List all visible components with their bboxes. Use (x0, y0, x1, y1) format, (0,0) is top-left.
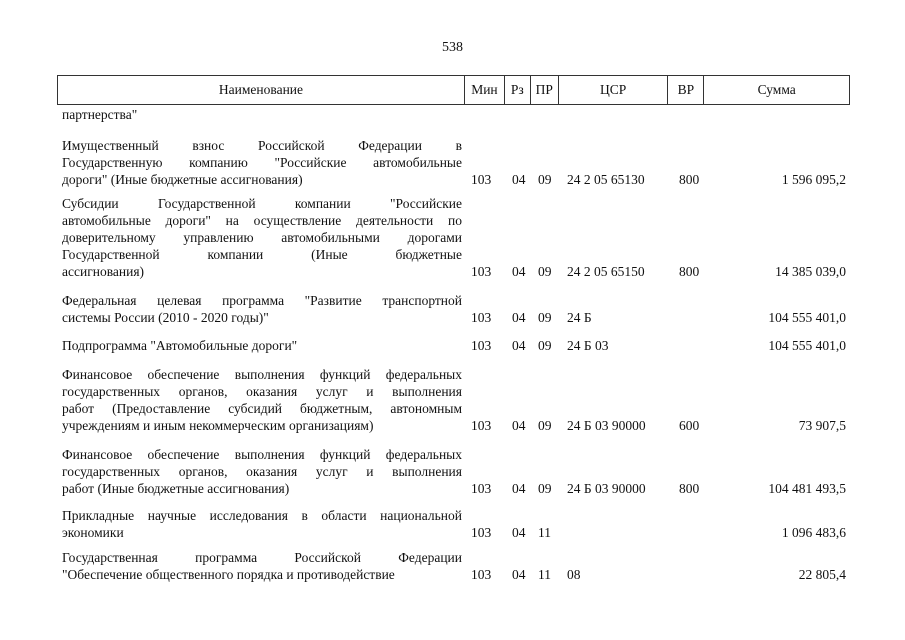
cell-rz: 04 (512, 567, 526, 582)
row-values (57, 417, 850, 434)
cell-rz: 04 (512, 418, 526, 433)
row-name-line: партнерства" (62, 107, 138, 122)
row-name-line: Федеральная целевая программа "Развитие транспортной (62, 293, 462, 308)
cell-min: 103 (471, 525, 492, 540)
header-sum: Сумма (757, 82, 796, 97)
cell-csr: 24 2 05 65130 (567, 172, 645, 187)
row-values (57, 524, 850, 541)
cell-min: 103 (471, 310, 492, 325)
cell-sum: 104 555 401,0 (768, 338, 846, 353)
row-values (57, 171, 850, 188)
cell-rz: 04 (512, 310, 526, 325)
row-name-line: Государственная программа Российской Федерации (62, 550, 462, 565)
row-name-line: Имущественный взнос Российской Федерации в (62, 138, 462, 153)
cell-vr: 800 (679, 172, 700, 187)
cell-rz: 04 (512, 172, 526, 187)
cell-rz: 04 (512, 338, 526, 353)
row-name-line: экономики (62, 525, 124, 540)
cell-vr: 800 (679, 264, 700, 279)
table-row (57, 549, 850, 583)
header-min: Мин (465, 76, 505, 104)
table-row (57, 446, 850, 497)
cell-min: 103 (471, 567, 492, 582)
cell-csr: 24 2 05 65150 (567, 264, 645, 279)
cell-csr: 24 Б 03 90000 (567, 418, 646, 433)
cell-csr: 24 Б 03 (567, 338, 609, 353)
cell-min: 103 (471, 481, 492, 496)
row-name-line: работ (Иные бюджетные ассигнования) (62, 481, 290, 496)
cell-pr: 11 (538, 567, 551, 582)
row-values (57, 263, 850, 280)
table-header (57, 75, 850, 105)
table-row (57, 292, 850, 326)
cell-rz: 04 (512, 481, 526, 496)
row-name-line: Государственную компанию "Российские автомобильные (62, 155, 462, 170)
cell-csr: 24 Б 03 90000 (567, 481, 646, 496)
cell-pr: 09 (538, 481, 552, 496)
cell-pr: 09 (538, 310, 552, 325)
row-name-line: государственных органов, оказания услуг и выполнения (62, 384, 462, 399)
header-vr: ВР (668, 76, 704, 104)
cell-pr: 09 (538, 418, 552, 433)
row-name-line: системы России (2010 - 2020 годы)" (62, 310, 269, 325)
table-row (57, 106, 850, 123)
cell-sum: 1 096 483,6 (781, 525, 846, 540)
row-name-line: Государственной компании (Иные бюджетные (62, 247, 462, 262)
cell-sum: 73 907,5 (798, 418, 846, 433)
table-row (57, 137, 850, 188)
cell-rz: 04 (512, 525, 526, 540)
cell-vr: 800 (679, 481, 700, 496)
cell-min: 103 (471, 264, 492, 279)
table-row (57, 337, 850, 354)
row-name-line: "Обеспечение общественного порядка и противодействие (62, 567, 395, 582)
row-name-line: Подпрограмма "Автомобильные дороги" (62, 338, 298, 353)
cell-sum: 104 481 493,5 (768, 481, 846, 496)
cell-min: 103 (471, 418, 492, 433)
cell-csr: 24 Б (567, 310, 592, 325)
cell-sum: 104 555 401,0 (768, 310, 846, 325)
row-values (57, 566, 850, 583)
cell-pr: 11 (538, 525, 551, 540)
row-name-line: Финансовое обеспечение выполнения функций федеральных (62, 447, 462, 462)
cell-sum: 1 596 095,2 (781, 172, 846, 187)
cell-min: 103 (471, 172, 492, 187)
row-name-line: ассигнования) (62, 264, 145, 279)
cell-pr: 09 (538, 338, 552, 353)
cell-rz: 04 (512, 264, 526, 279)
header-name: Наименование (58, 76, 465, 104)
page-number: 538 (442, 40, 463, 55)
cell-pr: 09 (538, 172, 552, 187)
row-name-line: государственных органов, оказания услуг и выполнения (62, 464, 462, 479)
row-name-line: Субсидии Государственной компании "Российские (62, 196, 462, 211)
header-csr: ЦСР (559, 76, 669, 104)
header-pr: ПР (531, 76, 559, 104)
row-name-line: работ (Предоставление субсидий бюджетным, автономным (62, 401, 462, 416)
table-row (57, 195, 850, 280)
header-rz: Рз (505, 76, 531, 104)
row-values (57, 106, 850, 123)
cell-csr: 08 (567, 567, 581, 582)
row-name-line: дороги" (Иные бюджетные ассигнования) (62, 172, 303, 187)
cell-vr: 600 (679, 418, 700, 433)
row-name-line: доверительному управлению автомобильными дорогами (62, 230, 462, 245)
row-name-line: учреждениям и иным некоммерческим организациям) (62, 418, 374, 433)
row-name-line: автомобильные дороги" на осуществление деятельности по (62, 213, 462, 228)
table-row (57, 507, 850, 541)
table-row (57, 366, 850, 434)
row-values (57, 337, 850, 354)
cell-sum: 14 385 039,0 (775, 264, 846, 279)
row-values (57, 480, 850, 497)
row-name-line: Прикладные научные исследования в области национальной (62, 508, 462, 523)
row-name-line: Финансовое обеспечение выполнения функций федеральных (62, 367, 462, 382)
row-values (57, 309, 850, 326)
cell-pr: 09 (538, 264, 552, 279)
cell-sum: 22 805,4 (798, 567, 846, 582)
cell-min: 103 (471, 338, 492, 353)
